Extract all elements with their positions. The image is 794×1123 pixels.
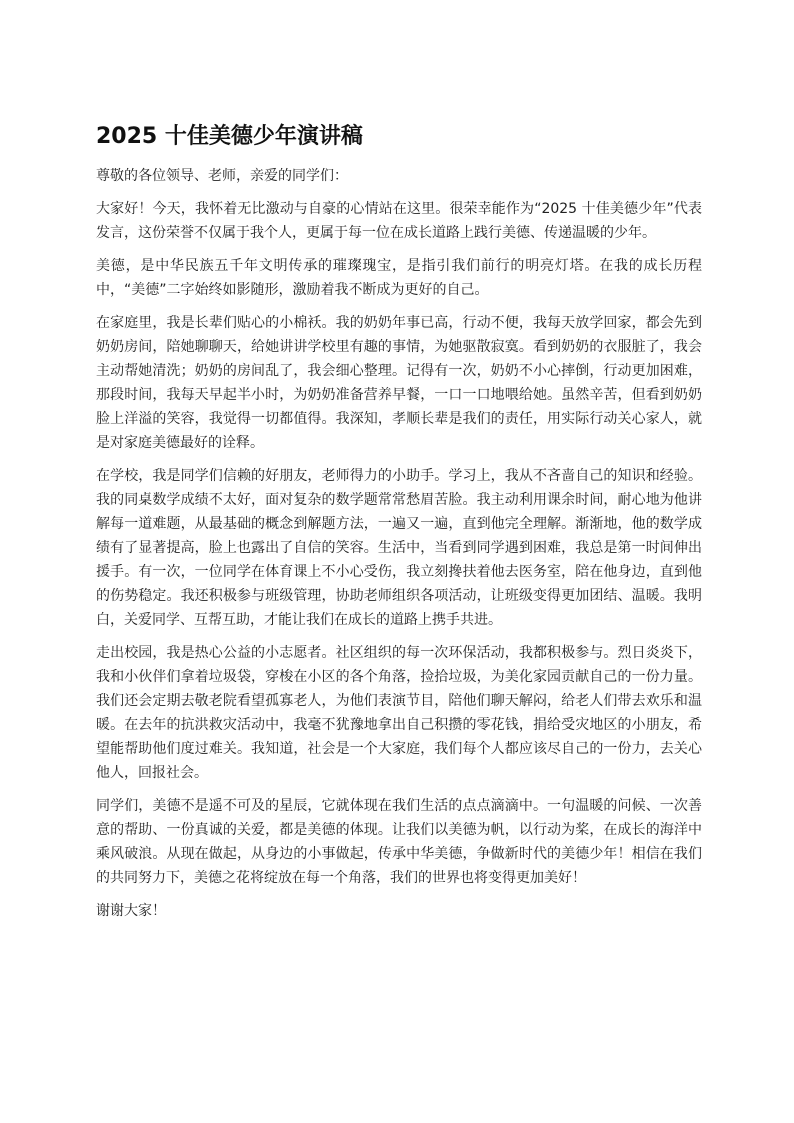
- family-paragraph: 在家庭里，我是长辈们贴心的小棉袄。我的奶奶年事已高，行动不便，我每天放学回家，都会先到奶奶房间，陪她聊聊天，给她讲讲学校里有趣的事情，为她驱散寂寞。看到奶奶的衣服脏了，我会主动帮她清洗；奶奶的房间乱了，我会细心整理。记得有一次，奶奶不小心摔倒，行动更加困难，那段时间，我每天早起半小时，为奶奶准备营养早餐，一口一口地喂给她。虽然辛苦，但看到奶奶脸上洋溢的笑容，我觉得一切都值得。我深知，孝顺长辈是我们的责任，用实际行动关心家人，就是对家庭美德最好的诠释。: [96, 315, 702, 451]
- closing-paragraph: 同学们，美德不是遥不可及的星辰，它就体现在我们生活的点点滴滴中。一句温暖的问候、一次善意的帮助、一份真诚的关爱，都是美德的体现。让我们以美德为帆，以行动为桨，在成长的海洋中乘风破浪。从现在做起，从身边的小事做起，传承中华美德，争做新时代的美德少年！相信在我们的共同努力下，美德之花将绽放在每一个角落，我们的世界也将变得更加美好！: [96, 798, 702, 886]
- greeting-paragraph: 尊敬的各位领导、老师，亲爱的同学们：: [96, 168, 348, 184]
- virtue-intro-paragraph: 美德，是中华民族五千年文明传承的璀璨瑰宝，是指引我们前行的明亮灯塔。在我的成长历程中，“美德”二字始终如影随形，激励着我不断成为更好的自己。: [96, 258, 702, 298]
- thanks-paragraph: 谢谢大家！: [96, 903, 166, 919]
- document-title: 2025 十佳美德少年演讲稿: [96, 124, 363, 149]
- opening-paragraph: 大家好！今天，我怀着无比激动与自豪的心情站在这里。很荣幸能作为“2025 十佳美德少年”代表发言，这份荣誉不仅属于我个人，更属于每一位在成长道路上践行美德、传递温暖的少年。: [96, 201, 702, 241]
- school-paragraph: 在学校，我是同学们信赖的好朋友，老师得力的小助手。学习上，我从不吝啬自己的知识和经验。我的同桌数学成绩不太好，面对复杂的数学题常常愁眉苦脸。我主动利用课余时间，耐心地为他讲解每一道难题，从最基础的概念到解题方法，一遍又一遍，直到他完全理解。渐渐地，他的数学成绩有了显著提高，脸上也露出了自信的笑容。生活中，当看到同学遇到困难，我总是第一时间伸出援手。有一次，一位同学在体育课上不小心受伤，我立刻搀扶着他去医务室，陪在他身边，直到他的伤势稳定。我还积极参与班级管理，协助老师组织各项活动，让班级变得更加团结、温暖。我明白，关爱同学、互帮互助，才能让我们在成长的道路上携手共进。: [96, 468, 702, 628]
- community-paragraph: 走出校园，我是热心公益的小志愿者。社区组织的每一次环保活动，我都积极参与。烈日炎炎下，我和小伙伴们拿着垃圾袋，穿梭在小区的各个角落，捡拾垃圾，为美化家园贡献自己的一份力量。我们还会定期去敬老院看望孤寡老人，为他们表演节目，陪他们聊天解闷，给老人们带去欢乐和温暖。在去年的抗洪救灾活动中，我毫不犹豫地拿出自己积攒的零花钱，捐给受灾地区的小朋友，希望能帮助他们度过难关。我知道，社会是一个大家庭，我们每个人都应该尽自己的一份力，去关心他人，回报社会。: [96, 645, 702, 781]
- document-page: [96, 122, 702, 932]
